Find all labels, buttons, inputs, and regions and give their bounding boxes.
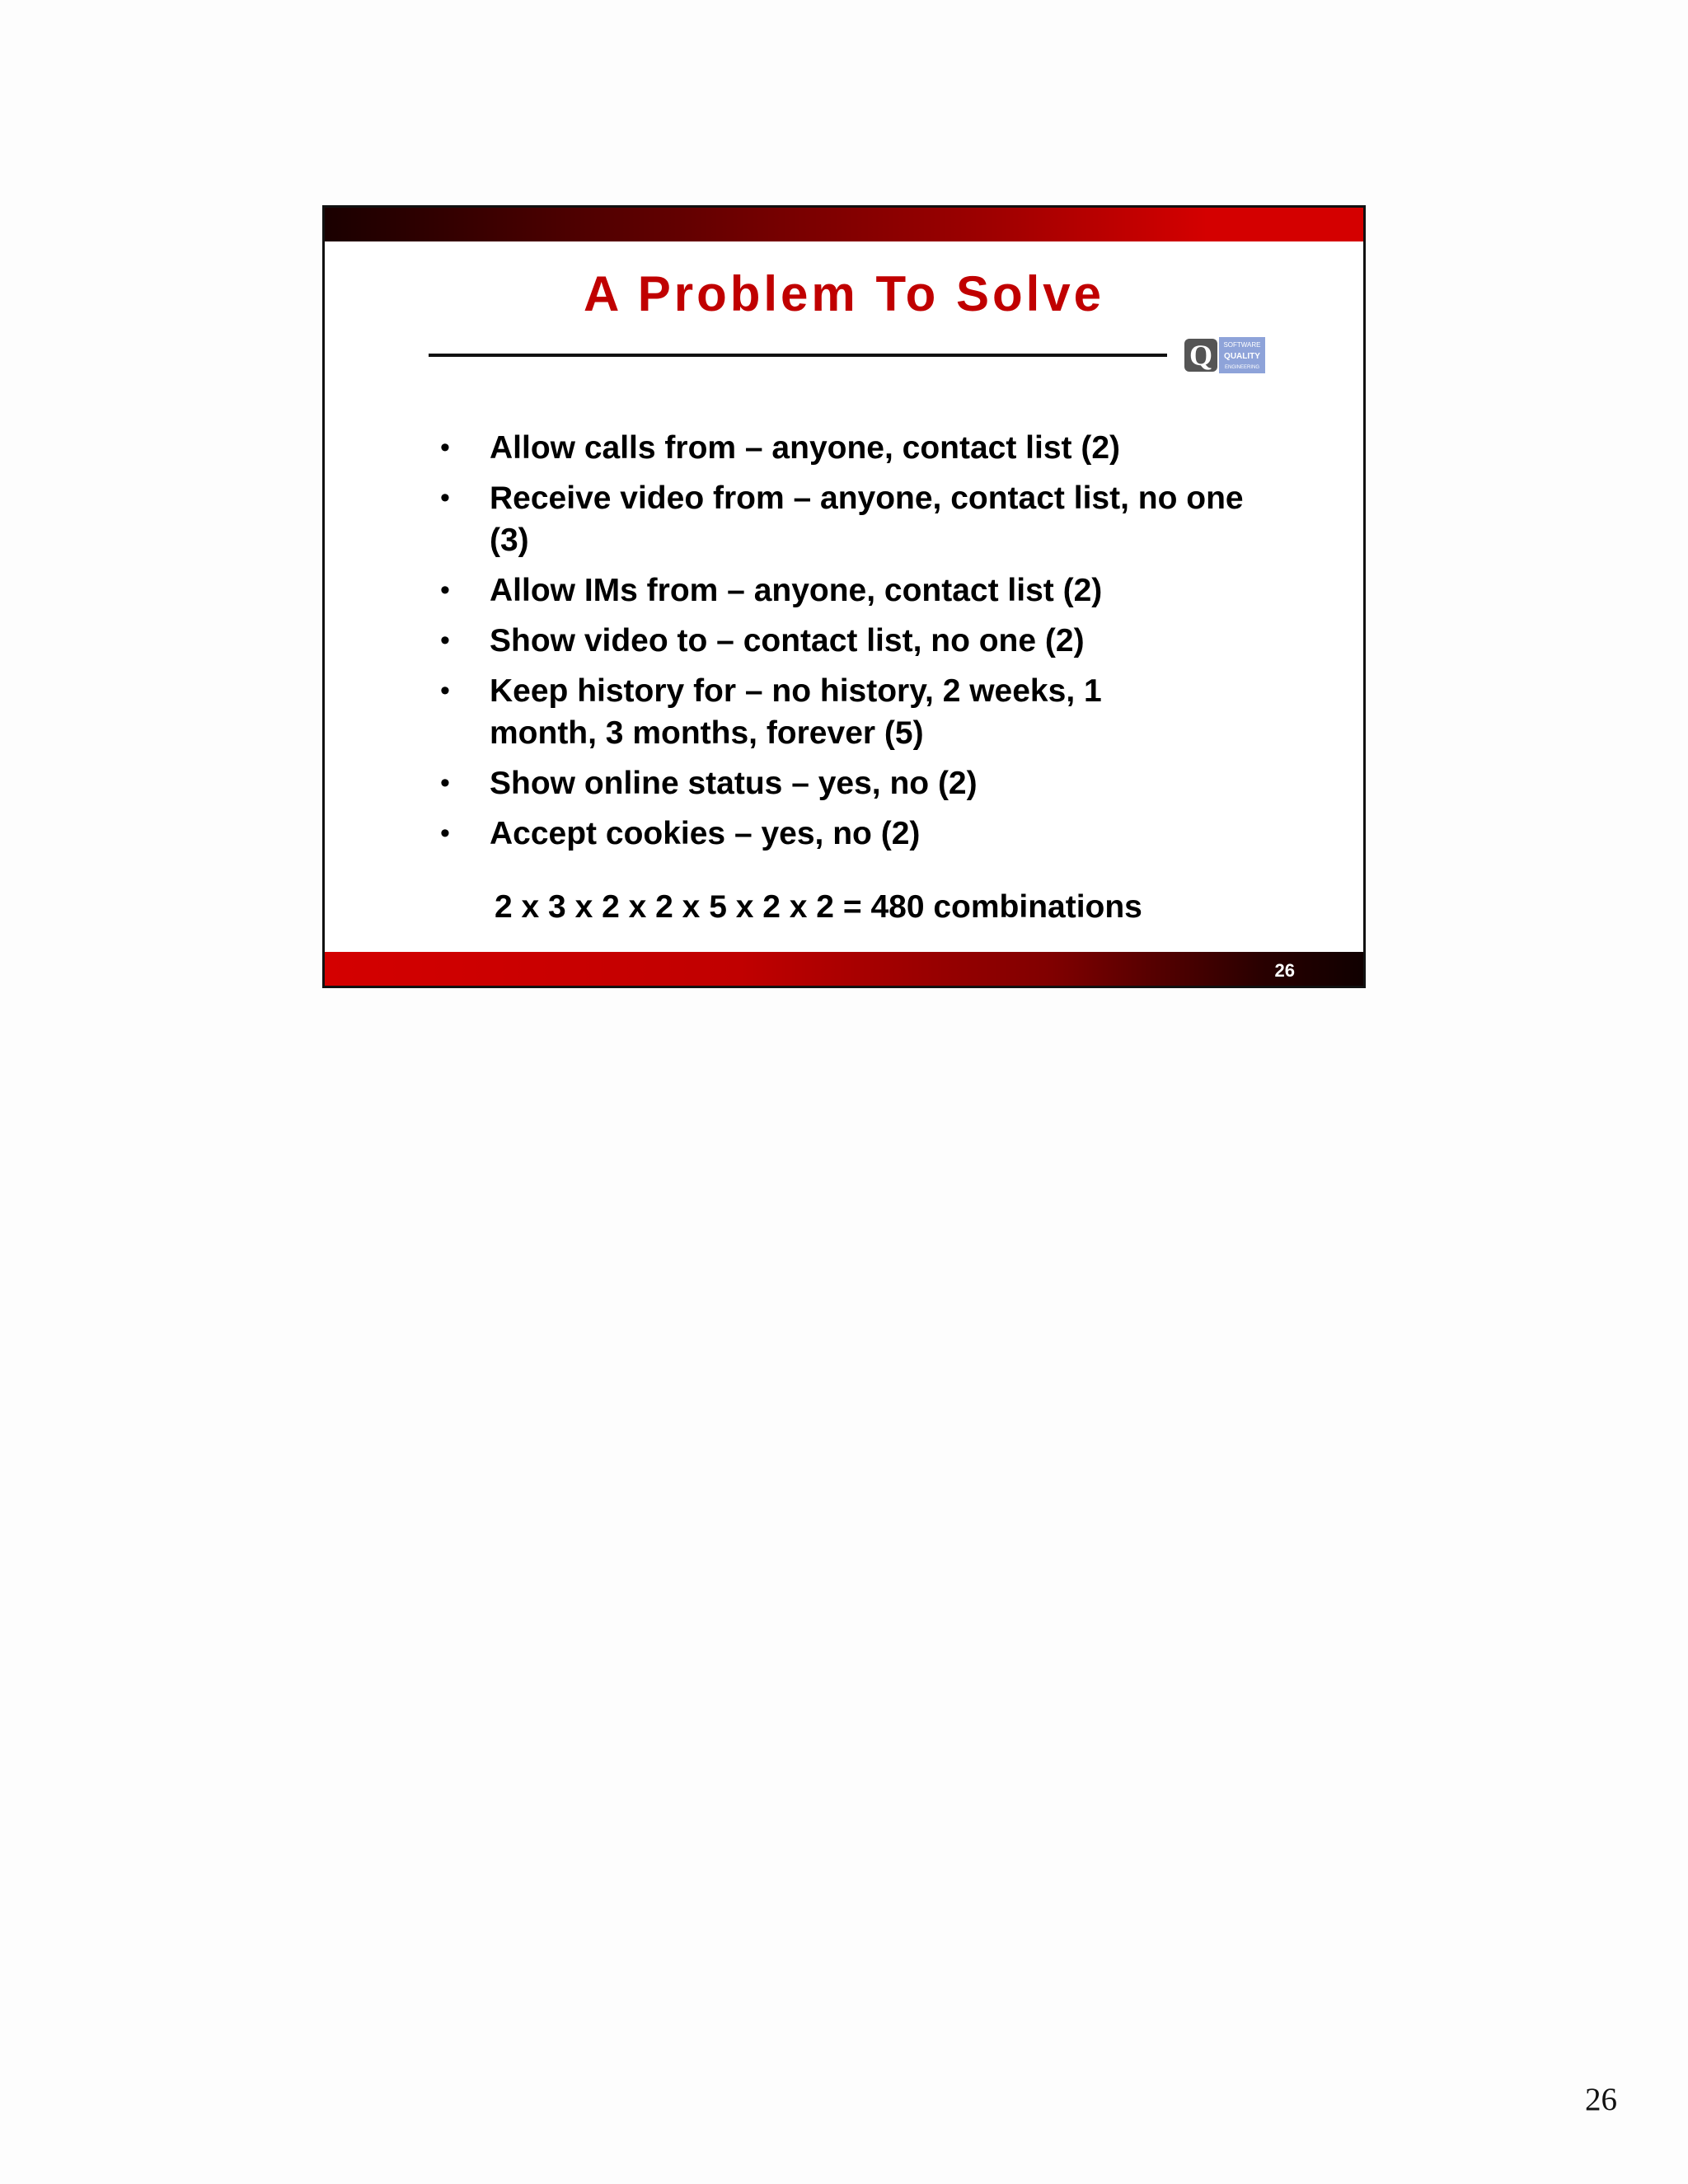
slide-top-bar [325,208,1363,241]
bullet-item [440,670,1314,754]
bullet-text: Receive video from – anyone, contact list, no one (3) [490,480,1244,558]
slide-title: A Problem To Solve [583,266,1105,321]
bullet-icon: • [440,767,450,799]
bullet-item [440,762,1314,804]
bullet-icon: • [440,675,450,706]
logo-word-3: ENGINEERING [1224,365,1260,370]
slide-bottom-bar [325,952,1363,986]
bullet-icon: • [440,625,450,656]
title-divider [429,354,1167,357]
bullet-icon: • [440,818,450,849]
slide-number: 26 [1274,960,1295,981]
bullet-text: Allow IMs from – anyone, contact list (2) [490,573,1103,608]
bullet-icon: • [440,432,450,463]
bullet-text: Show video to – contact list, no one (2) [490,623,1085,658]
bullet-item [440,569,1314,612]
bullet-list [440,427,1314,863]
bullet-item [440,477,1314,561]
logo-word-2: QUALITY [1224,352,1260,361]
bullet-item [440,813,1314,855]
slide [322,205,1366,988]
bullet-item [440,427,1314,469]
sqe-logo [1184,337,1265,373]
bullet-text: Keep history for – no history, 2 weeks, 1 month, 3 months, forever (5) [490,673,1102,751]
bullet-text: Allow calls from – anyone, contact list (2) [490,430,1121,466]
bullet-item [440,620,1314,662]
combinations-formula: 2 x 3 x 2 x 2 x 5 x 2 x 2 = 480 combinations [495,889,1142,925]
bullet-icon: • [440,574,450,606]
logo-word-1: SOFTWARE [1223,341,1261,349]
logo-letter: Q [1189,339,1213,372]
bullet-text: Accept cookies – yes, no (2) [490,816,921,851]
bullet-text: Show online status – yes, no (2) [490,766,978,801]
bullet-icon: • [440,482,450,513]
page-number: 26 [1585,2082,1617,2117]
